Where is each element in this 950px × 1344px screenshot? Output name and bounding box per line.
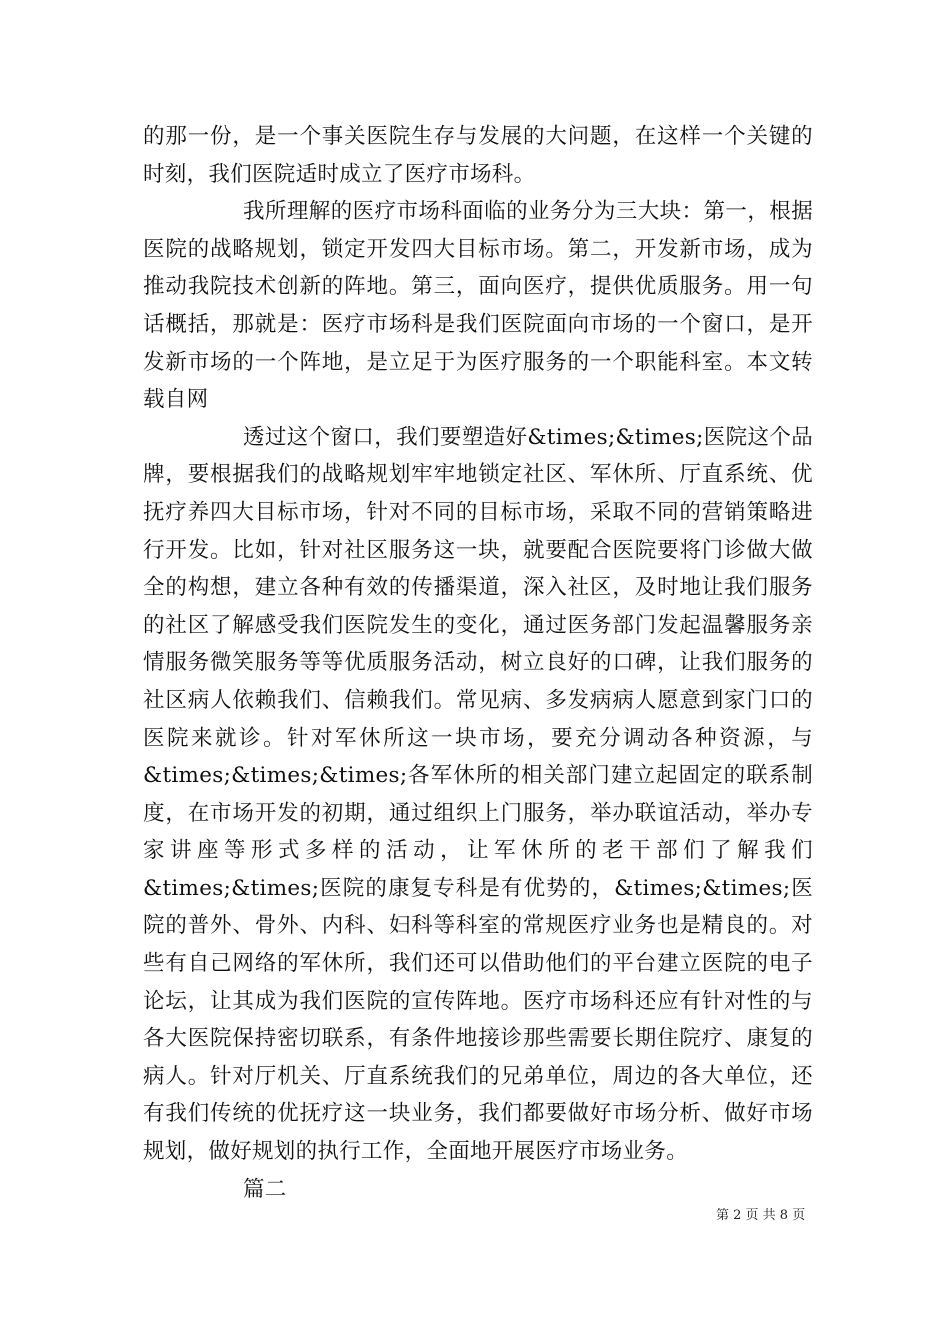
paragraph-market-strategy: 透过这个窗口，我们要塑造好&times;&times;医院这个品牌，要根据我们的战略规划牢牢地锁定社区、军休所、厅直系统、优抚疗养四大目标市场，针对不同的目标市场，采取不同的营销策略进行开发。比如，针对社区服务这一块，就要配合医院要将门诊做大做全的构想，建立各种有效的传播渠道，深入社区，及时地让我们服务的社区了解感受我们医院发生的变化，通过医务部门发起温馨服务亲情服务微笑服务等等优质服务活动，树立良好的口碑，让我们服务的社区病人依赖我们、信赖我们。常见病、多发病病人愿意到家门口的医院来就诊。针对军休所这一块市场，要充分调动各种资源，与&times;&times;&times;各军休所的相关部门建立起固定的联系制度，在市场开发的初期，通过组织上门服务，举办联谊活动，举办专家讲座等形式多样的活动，让军休所的老干部们了解我们&times;&times;医院的康复专科是有优势的，&times;&times;医院的普外、骨外、内科、妇科等科室的常规医疗业务也是精良的。对些有自己网络的军休所，我们还可以借助他们的平台建立医院的电子论坛，让其成为我们医院的宣传阵地。医疗市场科还应有针对性的与各大医院保持密切联系，有条件地接诊那些需要长期住院疗、康复的病人。针对厅机关、厅直系统我们的兄弟单位，周边的各大单位，还有我们传统的优抚疗这一块业务，我们都要做好市场分析、做好市场规划，做好规划的执行工作，全面地开展医疗市场业务。 <box>143 424 813 1165</box>
section-heading: 篇二 <box>243 1176 287 1202</box>
paragraph-continued: 的那一份，是一个事关医院生存与发展的大问题，在这样一个关键的时刻，我们医院适时成立了医疗市场科。 <box>143 124 813 187</box>
body-text <box>143 118 813 1208</box>
page-number-footer: 第 2 页 共 8 页 <box>716 1208 806 1223</box>
paragraph-business-scope: 我所理解的医疗市场科面临的业务分为三大块：第一，根据医院的战略规划，锁定开发四大目标市场。第二，开发新市场，成为推动我院技术创新的阵地。第三，面向医疗，提供优质服务。用一句话概括，那就是：医疗市场科是我们医院面向市场的一个窗口，是开发新市场的一个阵地，是立足于为医疗服务的一个职能科室。本文转载自网 <box>143 199 813 413</box>
